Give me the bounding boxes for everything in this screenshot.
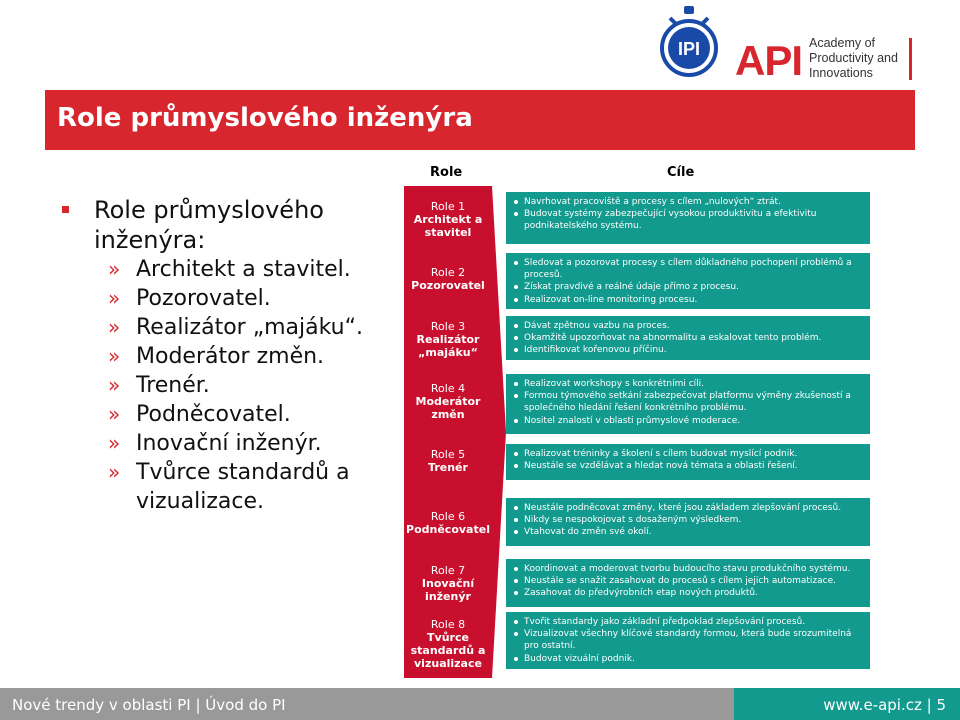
goal-item: Neustále se vzdělávat a hledat nová témata a oblasti řešení. — [512, 460, 864, 472]
sub-bullet — [58, 284, 398, 313]
goal-box — [506, 316, 870, 360]
sub-bullet-list — [58, 255, 398, 516]
role-label — [404, 320, 492, 359]
goal-item: Zasahovat do předvýrobních etap nových produktů. — [512, 587, 864, 599]
goal-box — [506, 444, 870, 480]
stopwatch-top-icon — [684, 6, 694, 14]
sub-bullet-text: Podněcovatel. — [136, 402, 291, 427]
chevron-bullet-icon: » — [108, 315, 121, 339]
role-label — [404, 618, 492, 670]
sub-bullet — [58, 255, 398, 284]
chevron-bullet-icon: » — [108, 286, 121, 310]
header-role: Role — [430, 165, 463, 180]
goal-item: Realizovat on-line monitoring procesu. — [512, 294, 864, 306]
role-number: Role 4 — [430, 382, 466, 395]
goal-item: Realizovat tréninky a školení s cílem budovat myslící podnik. — [512, 448, 864, 460]
sub-bullet — [58, 458, 398, 516]
api-logo-letters: API — [735, 37, 803, 84]
sub-bullet-text: Pozorovatel. — [136, 286, 271, 311]
role-name: Realizátor „majáku“ — [416, 333, 480, 359]
api-logo — [735, 36, 913, 84]
role-number: Role 8 — [430, 618, 466, 631]
goal-box — [506, 192, 870, 244]
role-label — [404, 382, 492, 421]
goal-box — [506, 374, 870, 434]
main-bullet — [58, 195, 398, 255]
title-bar — [45, 90, 915, 150]
goal-item: Neustále se snažit zasahovat do procesů s cílem jejich automatizace. — [512, 575, 864, 587]
role-label — [404, 200, 492, 239]
footer-left — [0, 688, 734, 720]
chevron-bullet-icon: » — [108, 460, 121, 484]
sub-bullet — [58, 429, 398, 458]
main-bullet-text: Role průmyslového inženýra: — [94, 196, 324, 254]
sub-bullet-text: Realizátor „majáku“. — [136, 315, 363, 340]
ipi-logo — [660, 4, 718, 82]
role-label — [404, 266, 492, 292]
goal-item: Neustále podněcovat změny, které jsou základem zlepšování procesů. — [512, 502, 864, 514]
footer-course: Nové trendy v oblasti PI | Úvod do PI — [12, 696, 286, 714]
goal-box — [506, 559, 870, 607]
goal-item: Nikdy se nespokojovat s dosaženým výsledkem. — [512, 514, 864, 526]
chevron-bullet-icon: » — [108, 344, 121, 368]
goal-item: Koordinovat a moderovat tvorbu budoucího stavu produkčního systému. — [512, 563, 864, 575]
sub-bullet — [58, 400, 398, 429]
role-name: Trenér — [428, 461, 468, 474]
chevron-bullet-icon: » — [108, 431, 121, 455]
api-line-3: Innovations — [809, 66, 873, 80]
goal-box — [506, 612, 870, 669]
sub-bullet-text: Tvůrce standardů a vizualizace. — [136, 460, 350, 514]
goal-box — [506, 253, 870, 309]
role-label — [404, 448, 492, 474]
goal-item: Nositel znalostí v oblasti průmyslové moderace. — [512, 415, 864, 427]
ipi-logo-text: IPI — [677, 39, 701, 59]
roles-arrow-background — [404, 186, 506, 678]
role-number: Role 2 — [430, 266, 466, 279]
role-number: Role 3 — [430, 320, 466, 333]
footer-right — [734, 688, 960, 720]
goal-item: Budovat vizuální podnik. — [512, 653, 864, 665]
chevron-bullet-icon: » — [108, 402, 121, 426]
sub-bullet — [58, 371, 398, 400]
api-logo-divider — [909, 38, 912, 80]
role-name: Tvůrce standardů a vizualizace — [410, 631, 486, 670]
role-number: Role 6 — [430, 510, 466, 523]
chevron-bullet-icon: » — [108, 373, 121, 397]
role-number: Role 1 — [430, 200, 466, 213]
left-bullet-list — [58, 195, 398, 516]
goal-item: Tvořit standardy jako základní předpoklad zlepšování procesů. — [512, 616, 864, 628]
roles-column — [404, 186, 506, 678]
role-name: Podněcovatel — [406, 523, 490, 536]
sub-bullet — [58, 313, 398, 342]
role-name: Inovační inženýr — [421, 577, 475, 603]
sub-bullet-text: Moderátor změn. — [136, 344, 325, 369]
goal-item: Budovat systémy zabezpečující vysokou produktivitu a efektivitu podnikatelského systému. — [512, 208, 864, 232]
sub-bullet-text: Architekt a stavitel. — [136, 257, 351, 282]
sub-bullet-text: Trenér. — [136, 373, 210, 398]
api-line-2: Productivity and — [809, 51, 898, 65]
goal-item: Vtahovat do změn své okolí. — [512, 526, 864, 538]
chevron-bullet-icon: » — [108, 257, 121, 281]
goal-item: Identifikovat kořenovou příčinu. — [512, 344, 864, 356]
api-logo-text — [809, 36, 898, 81]
role-label — [404, 564, 492, 603]
goal-item: Vizualizovat všechny klíčové standardy formou, která bude srozumitelná pro ostatní. — [512, 628, 864, 652]
goal-item: Okamžitě upozorňovat na abnormalitu a eskalovat tento problém. — [512, 332, 864, 344]
api-line-1: Academy of — [809, 36, 876, 50]
goal-item: Formou týmového setkání zabezpečovat platformu výměny zkušeností a společného hledání řešení konkrétního problému. — [512, 390, 864, 414]
sub-bullet — [58, 342, 398, 371]
goal-item: Realizovat workshopy s konkrétními cíli. — [512, 378, 864, 390]
role-name: Pozorovatel — [411, 279, 485, 292]
sub-bullet-text: Inovační inženýr. — [136, 431, 322, 456]
role-label — [404, 510, 492, 536]
role-name: Architekt a stavitel — [413, 213, 483, 239]
goal-item: Získat pravdivé a reálné údaje přímo z procesu. — [512, 281, 864, 293]
goal-box — [506, 498, 870, 546]
header-goals: Cíle — [667, 165, 695, 180]
footer-url-page: www.e-api.cz | 5 — [823, 696, 946, 714]
role-number: Role 7 — [430, 564, 466, 577]
square-bullet-icon — [62, 206, 69, 213]
page-title: Role průmyslového inženýra — [57, 103, 473, 133]
goal-item: Navrhovat pracoviště a procesy s cílem „nulových“ ztrát. — [512, 196, 864, 208]
role-name: Moderátor změn — [415, 395, 481, 421]
goal-item: Sledovat a pozorovat procesy s cílem důkladného pochopení problémů a procesů. — [512, 257, 864, 281]
role-number: Role 5 — [430, 448, 466, 461]
goal-item: Dávat zpětnou vazbu na proces. — [512, 320, 864, 332]
